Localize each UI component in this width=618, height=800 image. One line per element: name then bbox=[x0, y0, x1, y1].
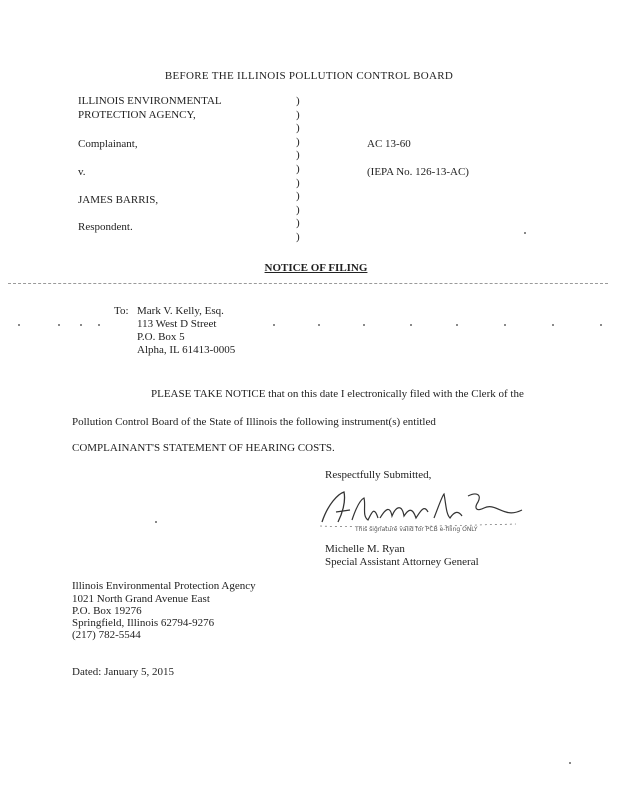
complainant-name-line2: PROTECTION AGENCY, bbox=[78, 109, 196, 121]
caption-paren: ) bbox=[296, 176, 300, 189]
instrument-title: COMPLAINANT'S STATEMENT OF HEARING COSTS. bbox=[72, 442, 335, 454]
closing-line: Respectfully Submitted, bbox=[325, 469, 432, 481]
scan-speck bbox=[524, 232, 526, 234]
caption-paren: ) bbox=[296, 135, 300, 148]
agency-phone: (217) 782-5544 bbox=[72, 629, 141, 641]
signature-validity-note: This signature valid for PCB e-filing ONLY bbox=[355, 526, 478, 533]
caption-paren: ) bbox=[296, 230, 300, 243]
caption-paren-column bbox=[296, 95, 306, 245]
iepa-number: (IEPA No. 126-13-AC) bbox=[367, 166, 469, 178]
complainant-name-line1: ILLINOIS ENVIRONMENTAL bbox=[78, 95, 222, 107]
scan-speck-row bbox=[18, 324, 608, 328]
respondent-name: JAMES BARRIS, bbox=[78, 194, 159, 206]
notice-heading: NOTICE OF FILING bbox=[264, 262, 368, 274]
recipient-city: Alpha, IL 61413-0005 bbox=[137, 344, 236, 356]
caption-paren: ) bbox=[296, 108, 300, 121]
versus-label: v. bbox=[78, 166, 86, 178]
handwritten-signature bbox=[316, 482, 536, 532]
caption-paren: ) bbox=[296, 203, 300, 216]
signer-title: Special Assistant Attorney General bbox=[325, 556, 479, 568]
caption-paren: ) bbox=[296, 190, 300, 203]
recipient-po-box: P.O. Box 5 bbox=[137, 331, 185, 343]
caption-paren: ) bbox=[296, 162, 300, 175]
dated-line: Dated: January 5, 2015 bbox=[72, 666, 175, 678]
agency-street: 1021 North Grand Avenue East bbox=[72, 593, 210, 605]
complainant-label: Complainant, bbox=[78, 138, 138, 150]
agency-city: Springfield, Illinois 62794-9276 bbox=[72, 617, 215, 629]
agency-name: Illinois Environmental Protection Agency bbox=[72, 580, 256, 592]
caption-paren: ) bbox=[296, 95, 300, 107]
recipient-street: 113 West D Street bbox=[137, 318, 217, 330]
respondent-label: Respondent. bbox=[78, 221, 133, 233]
notice-body-line1: PLEASE TAKE NOTICE that on this date I electronically filed with the Clerk of the bbox=[151, 388, 524, 400]
caption-paren: ) bbox=[296, 217, 300, 230]
recipient-name: Mark V. Kelly, Esq. bbox=[137, 305, 224, 317]
notice-body-line2: Pollution Control Board of the State of Illinois the following instrument(s) entitled bbox=[72, 416, 436, 428]
case-number: AC 13-60 bbox=[367, 138, 411, 150]
signer-name: Michelle M. Ryan bbox=[325, 543, 405, 555]
agency-po-box: P.O. Box 19276 bbox=[72, 605, 142, 617]
scan-divider-line bbox=[8, 283, 608, 284]
caption-paren: ) bbox=[296, 149, 300, 162]
scan-speck bbox=[155, 521, 157, 523]
scan-speck bbox=[569, 762, 571, 764]
board-title: BEFORE THE ILLINOIS POLLUTION CONTROL BOARD bbox=[164, 70, 454, 82]
to-label: To: bbox=[114, 305, 129, 317]
caption-paren: ) bbox=[296, 122, 300, 135]
